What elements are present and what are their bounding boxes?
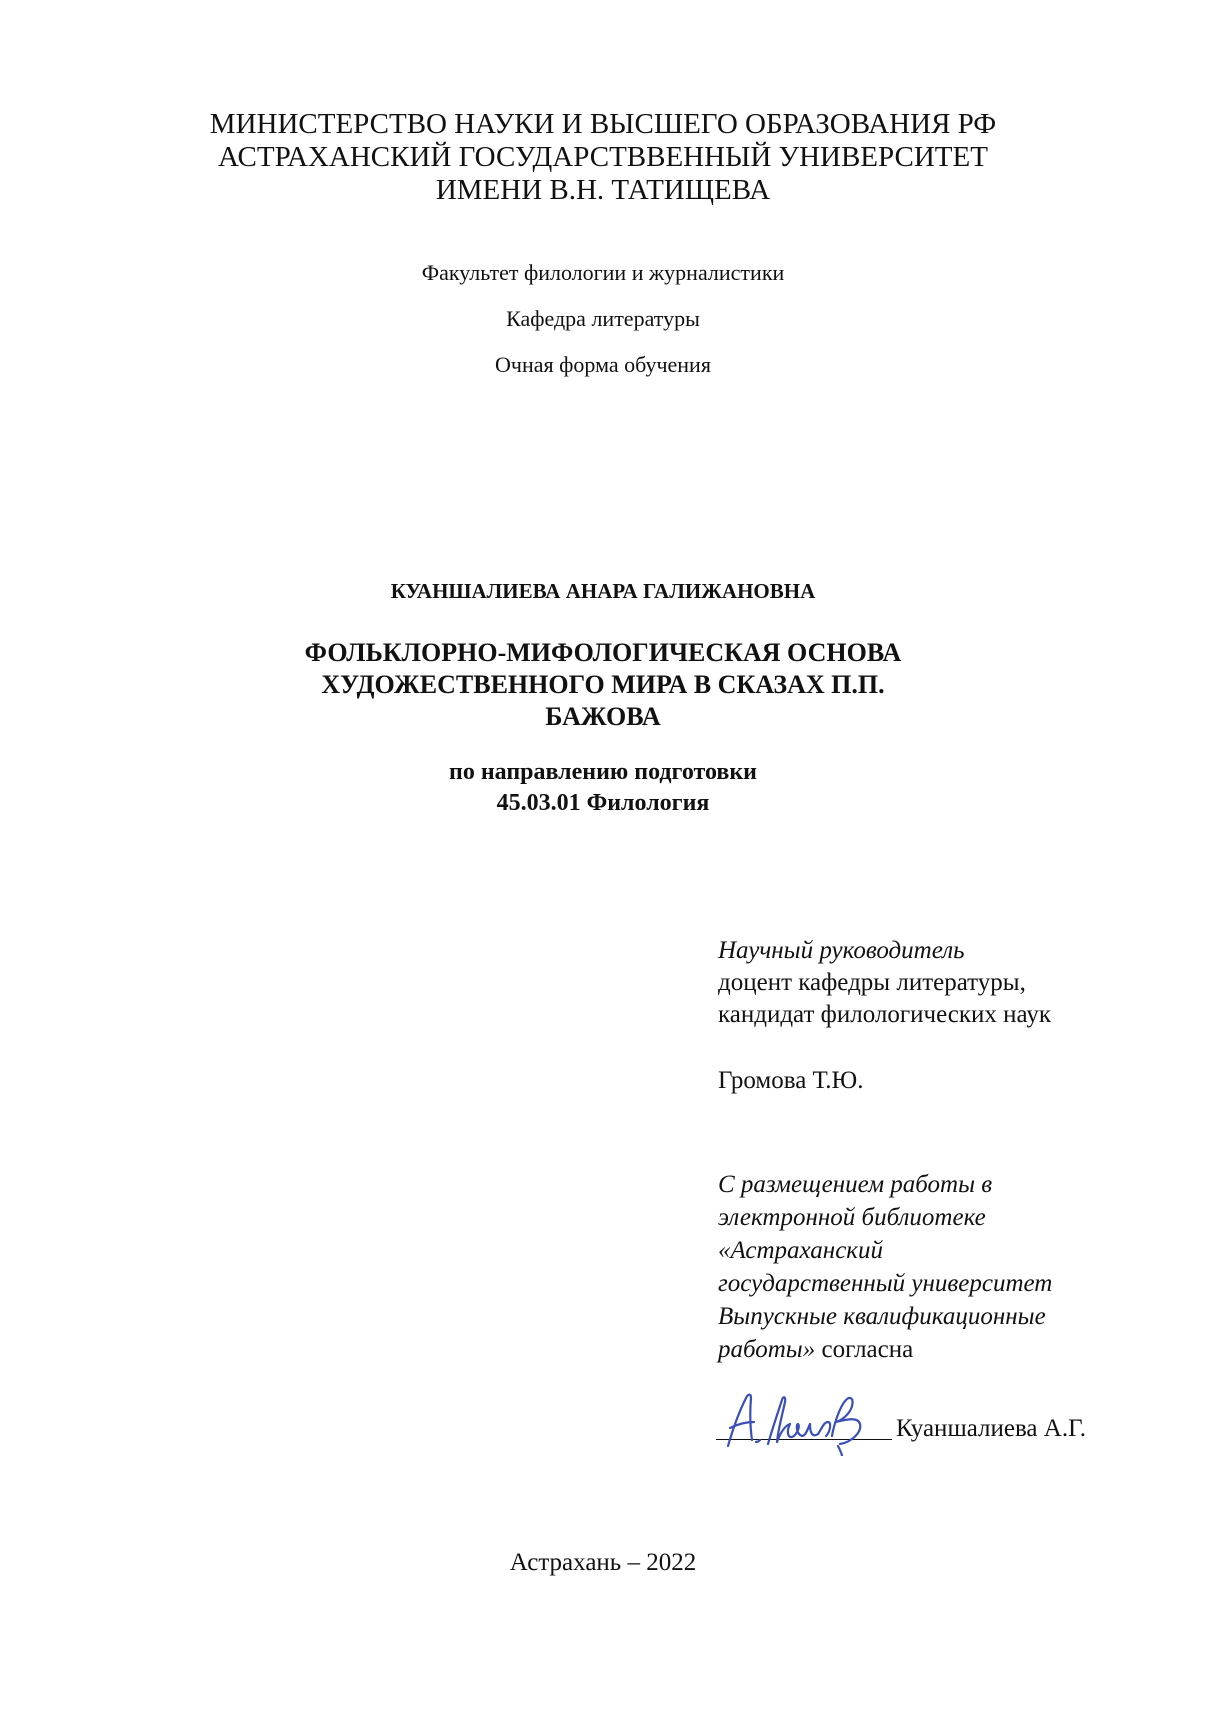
thesis-title-line-1: ФОЛЬКЛОРНО-МИФОЛОГИЧЕСКАЯ ОСНОВА (304, 638, 902, 667)
study-direction-line-2: 45.03.01 Филология (496, 790, 710, 816)
department-name: Кафедра литературы (506, 306, 700, 331)
signature-row (716, 1392, 1156, 1462)
supervisor-role: Научный руководитель (718, 937, 965, 964)
supervisor-block (718, 935, 1138, 1097)
faculty-name: Факультет филологии и журналистики (421, 260, 785, 285)
supervisor-position-line-2: кандидат филологических наук (718, 1001, 1052, 1028)
study-direction-line-1: по направлению подготовки (448, 759, 758, 785)
ministry-header (0, 108, 1206, 207)
study-form: Очная форма обучения (495, 352, 711, 377)
supervisor-position-line-1: доцент кафедры литературы, (718, 969, 1026, 996)
consent-line-6-italic: работы» (718, 1336, 816, 1363)
city-year: Астрахань – 2022 (509, 1549, 697, 1576)
study-direction (0, 757, 1206, 819)
supervisor-name: Громова Т.Ю. (718, 1067, 864, 1094)
consent-line-6-plain: согласна (815, 1336, 914, 1363)
consent-line-2: электронной библиотеке (718, 1204, 986, 1231)
thesis-title (0, 637, 1206, 733)
consent-line-6 (718, 1333, 1138, 1366)
consent-line-5: Выпускные квалификационные (718, 1303, 1046, 1330)
ministry-line-3: ИМЕНИ В.Н. ТАТИЩЕВА (435, 174, 771, 206)
handwritten-signature (720, 1384, 890, 1456)
consent-line-4: государственный университет (718, 1270, 1053, 1297)
consent-line-1: С размещением работы в (718, 1171, 993, 1198)
consent-line-3: «Астраханский (718, 1237, 884, 1264)
ministry-line-1: МИНИСТЕРСТВО НАУКИ И ВЫСШЕГО ОБРАЗОВАНИЯ РФ (209, 108, 997, 140)
signer-name: Куаншалиева А.Г. (896, 1415, 1086, 1442)
ministry-line-2: АСТРАХАНСКИЙ ГОСУДАРСТВВЕННЫЙ УНИВЕРСИТЕТ (218, 141, 988, 173)
library-consent (718, 1168, 1138, 1366)
author-name: КУАНШАЛИЕВА АНАРА ГАЛИЖАНОВНА (390, 579, 816, 603)
thesis-title-line-3: БАЖОВА (545, 702, 661, 731)
thesis-title-line-2: ХУДОЖЕСТВЕННОГО МИРА В СКАЗАХ П.П. (321, 670, 885, 699)
